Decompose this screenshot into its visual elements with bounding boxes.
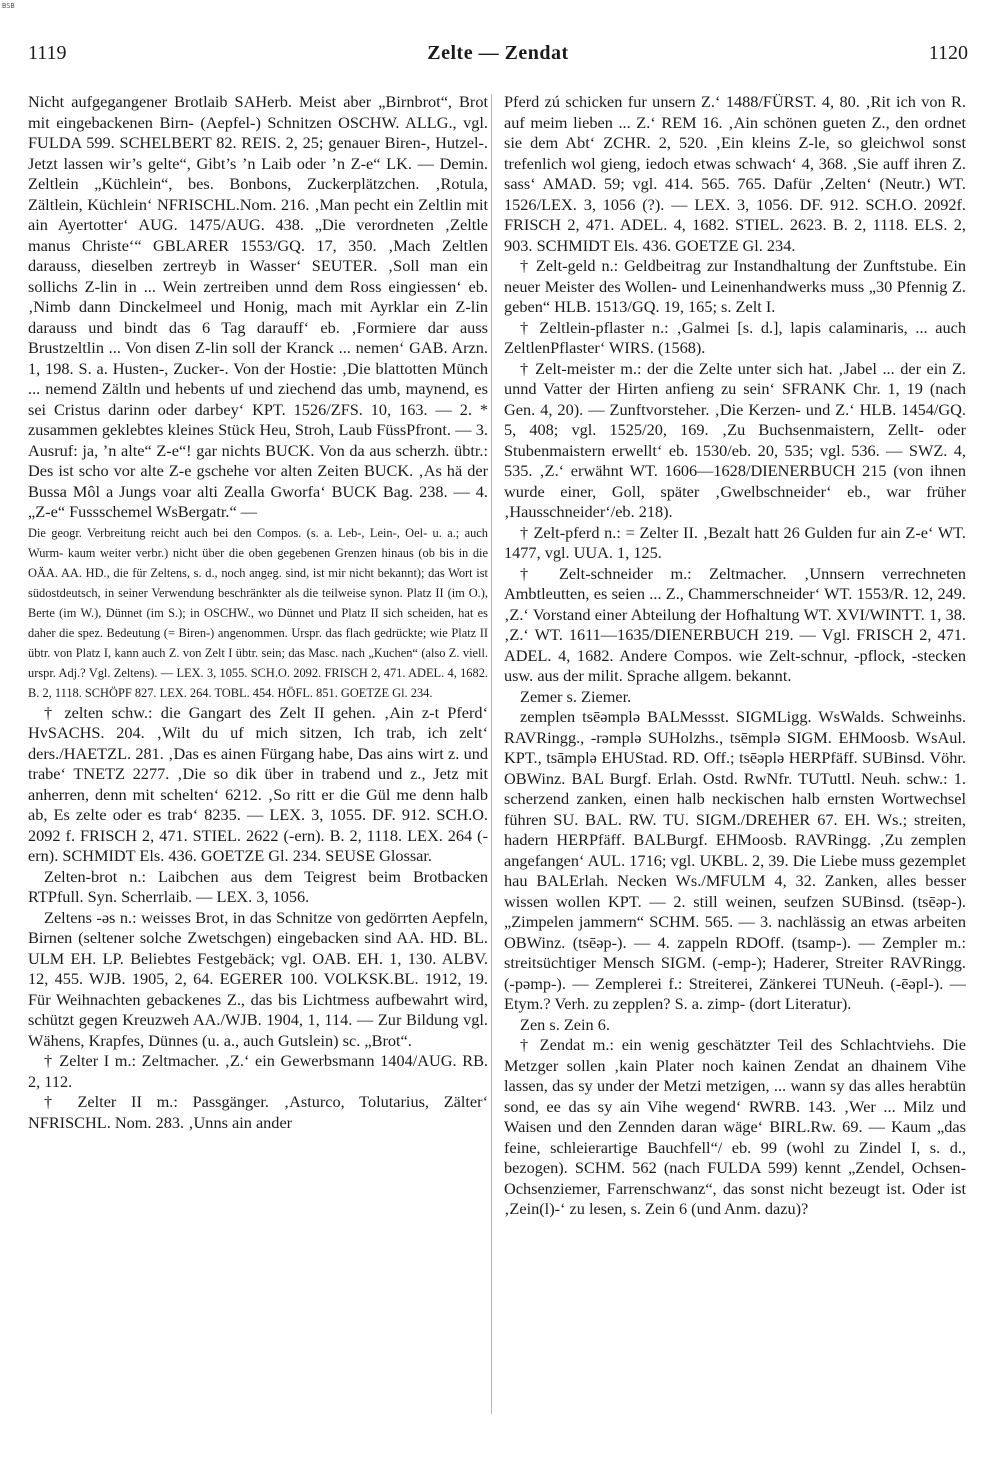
right-column — [504, 92, 966, 1412]
left-column — [28, 92, 488, 1412]
dictionary-entry: † Zelt-schneider m.: Zeltmacher. ‚Unnsern verrechneten Ambtleutten, es seien ... Z., Chammerschneider‘ WT. 1553/R. 12, 249. ‚Z.‘ Vorstand einer Abteilung der Hofhaltung WT. XVI/WINTT. 1, 38. ‚Z.‘ WT. 1611—1635/DIENERBUCH 219. — Vgl. FRISCH 2, 471. ADEL. 4, 1682. Andere Compos. wie Zelt-schnur, -pflock, -stecken usw. aus der milit. Sprache allgem. bekannt. — [504, 563, 966, 685]
dictionary-entry: † Zelt-pferd n.: = Zelter II. ‚Bezalt hatt 26 Gulden fur ain Z-e‘ WT. 1477, vgl. UUA. 1, 125. — [504, 522, 966, 562]
running-header — [28, 42, 968, 72]
dictionary-entry: zemplen tsēəmplə BALMessst. SIGMLigg. WsWalds. Schweinhs. RAVRingg., -rəmplə SUHolzhs., tsēmplə SIGM. EHMoosb. WsAul. KPT., tsāmplə EHUStad. RD. Off.; tsēəplə HERPfäff. SUBinsd. Vöhr. OBWinz. BAL Burgf. Erlah. Ostd. RwNfr. TUTuttl. Neuh. schw.: 1. scherzend zanken, einen halb neckischen halb ernsten Wortwechsel führen SU. BAL. RW. TU. SIGM./DREHER 67. EH. Ws.; streiten, hadern HERPfäff. BALBurgf. EHMoosb. RAVRingg. ‚Zu zemplen angefangen‘ AUL. 1716; vgl. UKBL. 2, 39. Die Liebe muss gezemplet hau BALErlah. Necken Ws./MFULM 4, 32. Zanken, alles besser wissen wollen KPT. — 2. still weinen, seufzen SUBinsd. (tsēəp-). „Zimpelen jammern“ SCHM. 565. — 3. nachlässig an etwas arbeiten OBWinz. (tsēəp-). — 4. zappeln RDOff. (tsamp-). — Zempler m.: streitsüchtiger Mensch SIGM. (-emp-); Haderer, Streiter RAVRingg. (-pəmp-). — Zemplerei f.: Streiterei, Zänkerei TUNeuh. (-ēəpl-). — Etym.? Verh. zu zepplen? S. a. zimp- (dort Literatur). — [504, 707, 966, 1013]
dictionary-entry: † Zelt-meister m.: der die Zelte unter sich hat. ‚Jabel ... der ein Z. unnd Vatter der Hirten anfieng zu sein‘ SFRANK Chr. 1, 19 (nach Gen. 4, 20). — Zunftvorsteher. ‚Die Kerzen- und Z.‘ HLB. 1454/GQ. 5, 408; vgl. 1525/20, 169. ‚Zu Buchsenmaistern, Zellt- oder Stubenmaistern erwellt‘ eb. 1530/eb. 20, 535; vgl. 536. — SWZ. 4, 535. ‚Z.‘ erwähnt WT. 1606—1628/DIENERBUCH 215 (von ihnen wurde einer, Goll, später ‚Gwelbschneider‘ eb., war früher ‚Hausschneider‘/eb. 218). — [504, 358, 966, 521]
library-stamp: BSB — [2, 2, 15, 10]
cross-reference: Zemer s. Ziemer. — [520, 686, 632, 706]
dictionary-entry: † Zelt-geld n.: Geldbeitrag zur Instandhaltung der Zunftstube. Ein neuer Meister des Wollen- und Leinenhandwerks muss „30 Pfennig Z. geben“ HLB. 1513/GQ. 19, 165; s. Zelt I. — [504, 256, 966, 316]
column-divider — [491, 94, 492, 1414]
page-number-left: 1119 — [28, 42, 67, 64]
dictionary-entry: † Zendat m.: ein wenig geschätzter Teil des Schlachtviehs. Die Metzger sollen ‚kain Plater noch kainen Zendat an dhainem Vihe lassen, das sy under der Metzi metzigen, ... wann sy das alles herabtün sond, ee das sy ain Vihe wegend‘ RWRB. 143. ‚Wer ... Milz und Waisen und den Zennden daran wäge‘ BIRL.Rw. 69. — Kaum „das feine, schleierartige Bauchfell“/ eb. 99 (wohl zu Zindel I, s. d., bezogen). SCHM. 562 (nach FULDA 599) kennt „Zendel, Ochsen- Ochsenziemer, Farrenschwanz“, das sonst nicht bezeugt ist. Oder ist ‚Zein(l)-‘ zu lesen, s. Zein 6 (und Anm. dazu)? — [504, 1035, 966, 1218]
running-title: Zelte — Zendat — [427, 42, 569, 64]
dictionary-entry: † zelten schw.: die Gangart des Zelt II gehen. ‚Ain z-t Pferd‘ HvSACHS. 204. ‚Wilt du uf mich sitzen, Ich trab, ich zelt‘ ders./HAETZL. 281. ‚Das es ainen Fürgang habe, Das ains wirt z. und trabe‘ TNETZ 2277. ‚Die so dik über in trabend und z., Jetz mit anherren, denn mit schelten‘ 6212. ‚So ritt er die Gül me denn halb ab, Es zelte oder es trab‘ 8235. — LEX. 3, 1055. DF. 912. SCH.O. 2092 f. FRISCH 2, 471. STIEL. 2622 (-ern). B. 2, 1118. LEX. 264 (-ern). SCHMIDT Els. 436. GOETZE Gl. 234. SEUSE Glossar. — [28, 702, 488, 865]
dictionary-entry: † Zelter II m.: Passgänger. ‚Asturco, Tolutarius, Zälter‘ NFRISCHL. Nom. 283. ‚Unns ain ander — [28, 1092, 488, 1132]
dictionary-entry: Zeltens -əs n.: weisses Brot, in das Schnitze von gedörrten Aepfeln, Birnen (seltener solche Zwetschgen) eingebacken sind AA. HD. BL. ULM EH. LP. Beliebtes Festgebäck; vgl. OAB. EH. 1, 130. ALBV. 12, 455. WJB. 1905, 2, 64. EGERER 100. VOLKSK.BL. 1912, 19. Für Weihnachten gebackenes Z., das bis Lichtmess aufbewahrt wird, schützt gegen Kreuzweh AA./WJB. 1904, 1, 114. — Zur Bildung vgl. Wähens, Krapfes, Dünnes (u. a., auch Gutslein) sc. „Brot“. — [28, 907, 488, 1050]
cross-reference: Zen s. Zein 6. — [520, 1014, 610, 1034]
dictionary-entry: † Zeltlein-pflaster n.: ‚Galmei [s. d.], lapis calaminaris, ... auch ZeltlenPflaster‘ WIRS. (1568). — [504, 317, 966, 357]
page-number-right: 1120 — [928, 42, 968, 64]
paragraph: Pferd zú schicken fur unsern Z.‘ 1488/FÜRST. 4, 80. ‚Rit ich von R. auf meim lieben ... Z.‘ REM 16. ‚Ain schönen gueten Z., den ordnet sie dem Abt‘ ZCHR. 2, 520. ‚Ein kleins Z-le, so gleichwol sonst trefenlich wol gieng, iedoch etwas schwach‘ 4, 368. ‚Sie auff ihren Z. sass‘ AMAD. 59; vgl. 414. 565. 765. Dafür ‚Zelten‘ (Neutr.) WT. 1526/LEX. 3, 1056 (?). — LEX. 3, 1056. DF. 912. SCH.O. 2092f. FRISCH 2, 471. ADEL. 4, 1682. STIEL. 2623. B. 2, 1118. ELS. 2, 903. SCHMIDT Els. 436. GOETZE Gl. 234. — [504, 92, 966, 255]
paragraph: Nicht aufgegangener Brotlaib SAHerb. Meist aber „Birnbrot“, Brot mit eingebackenen Birn- (Aepfel-) Schnitzen OSCHW. ALLG., vgl. FULDA 599. SCHELBERT 82. REIS. 2, 25; genauer Biren-, Hutzel-. Jetzt lassen wir’s gelte“, Gibt’s ’n Laib oder ’n Z-e“ LK. — Demin. Zeltlein „Küchlein“, bes. Bonbons, Zuckerplätzchen. ‚Rotula, Zältlein, Küchlein‘ NFRISCHL.Nom. 216. ‚Man pecht ein Zeltlin mit ain Ayertotter‘ AUG. 1475/AUG. 438. „Die verordneten ‚Zeltle manus Christe‘“ GBLARER 1553/GQ. 17, 350. ‚Mach Zeltlen darauss, dieselben zertreyb in Wasser‘ SEUTER. ‚Soll man ein sollichs Z-lin in ... Wein zertreiben unnd dem Ross eingiessen‘ eb. ‚Nimb dann Dinckelmeel und Honig, mach mit Ayrklar ein Z-lin darauss und bindt das 6 Tag darauff‘ eb. ‚Formiere dar auss Brustzeltlin ... Von disen Z-lin soll der Kranck ... nemen‘ GAB. Arzn. 1, 198. S. a. Husten-, Zucker-. Von der Hostie: ‚Die blattotten Münch ... nemend Zältln und hebents uf und ziechend das umb, maynend, es sei Cristus darinn oder darbey‘ KPT. 1526/ZFS. 10, 163. — 2. * zusammen geklebtes kleines Stück Heu, Stroh, Laub FüssPfront. — 3. Ausruf: ja, ’n alte“ Z-e“! gar nichts BUCK. Von da aus scherzh. übtr.: Des ist scho vor alte Z-e gschehe vor alten Zeiten BUCK. ‚As hä der Bussa Môl a Jungs voar alti Zealla Gworfa‘ BUCK Bag. 238. — 4. „Z-e“ Fussschemel WsBergatr.“ — — [28, 92, 488, 521]
etymology-note: Die geogr. Verbreitung reicht auch bei den Compos. (s. a. Leb-, Lein-, Oel- u. a.; auch Wurm- kaum weiter verbr.) nicht über die oben gegebenen Grenzen hinaus (ob bis in die OÄA. AA. HD., die für Zeltens, s. d., noch angeg. sind, ist mir nicht bekannt); das Wort ist südostdeutsch, in seiner Verwendung beschränkter als die teilweise synon. Platz II (im O.), Berte (im W.), Dünnet (im S.); in OSCHW., wo Dünnet und Platz II sich scheiden, hat es daher die spez. Bedeutung (= Biren-) angenommen. Urspr. das flach gedrückte; wie Platz II übtr. von Platz I, kann auch Z. von Zelt I übtr. sein; das Masc. nach „Kuchen“ (also Z. viell. urspr. Adj.? Vgl. Zeltens). — LEX. 3, 1055. SCH.O. 2092. FRISCH 2, 471. ADEL. 4, 1682. B. 2, 1118. SCHÖPF 827. LEX. 264. TOBL. 454. HÖFL. 851. GOETZE Gl. 234. — [28, 525, 488, 700]
dictionary-entry: † Zelter I m.: Zeltmacher. ‚Z.‘ ein Gewerbsmann 1404/AUG. RB. 2, 112. — [28, 1051, 488, 1091]
dictionary-entry: Zelten-brot n.: Laibchen aus dem Teigrest beim Brotbacken RTPfull. Syn. Scherrlaib. — LEX. 3, 1056. — [28, 866, 488, 906]
